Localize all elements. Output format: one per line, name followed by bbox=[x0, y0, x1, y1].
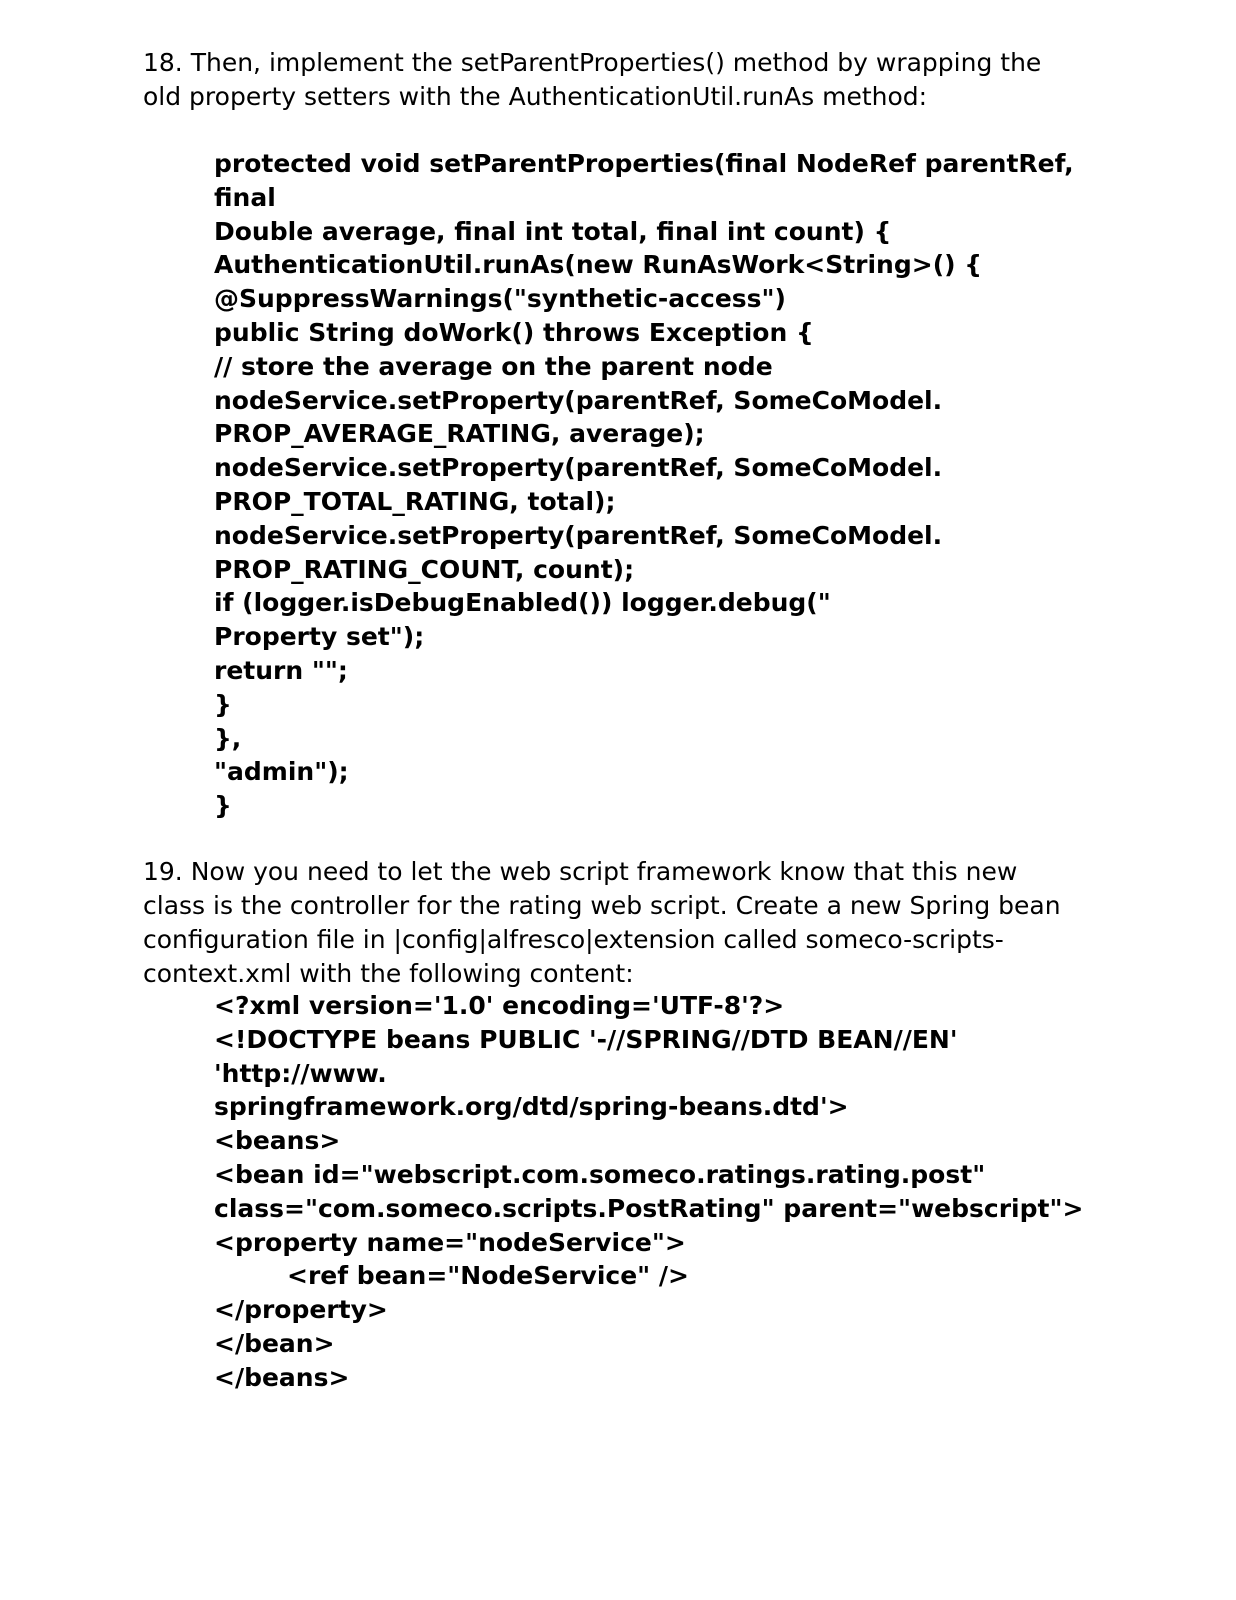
code-line: <?xml version='1.0' encoding='UTF-8'?> bbox=[214, 991, 785, 1020]
code-line: <property name="nodeService"> bbox=[214, 1227, 686, 1257]
code-line: PROP_TOTAL_RATING, total); bbox=[214, 486, 616, 516]
java-code-block bbox=[214, 147, 1214, 823]
code-line: if (logger.isDebugEnabled()) logger.debug(" bbox=[214, 588, 831, 618]
code-line: Property set"); bbox=[214, 622, 425, 652]
code-line: <beans> bbox=[214, 1126, 341, 1156]
code-line: } bbox=[214, 791, 232, 821]
code-line: PROP_AVERAGE_RATING, average); bbox=[214, 419, 705, 449]
code-line: } bbox=[214, 689, 232, 719]
code-line: 'http://www. bbox=[214, 1058, 387, 1088]
code-line: public String doWork() throws Exception { bbox=[214, 317, 814, 347]
code-line: "admin"); bbox=[214, 757, 349, 787]
code-line: nodeService.setProperty(parentRef, SomeCoModel. bbox=[214, 385, 943, 415]
code-line: return ""; bbox=[214, 655, 348, 685]
paragraph-line: 19. Now you need to let the web script framework know that this new bbox=[143, 857, 1018, 886]
code-line: </bean> bbox=[214, 1328, 335, 1358]
code-line: }, bbox=[214, 723, 242, 753]
code-line: AuthenticationUtil.runAs(new RunAsWork<String>() { bbox=[214, 250, 983, 280]
code-line: springframework.org/dtd/spring-beans.dtd'> bbox=[214, 1092, 849, 1122]
paragraph-line: class is the controller for the rating web script. Create a new Spring bean bbox=[143, 891, 1061, 920]
code-line: nodeService.setProperty(parentRef, SomeCoModel. bbox=[214, 453, 943, 483]
code-line: nodeService.setProperty(parentRef, SomeCoModel. bbox=[214, 520, 943, 550]
code-line: <bean id="webscript.com.someco.ratings.rating.post" bbox=[214, 1159, 986, 1189]
paragraph-line: old property setters with the AuthenticationUtil.runAs method: bbox=[143, 82, 928, 111]
paragraph-line: configuration file in |config|alfresco|extension called someco-scripts- bbox=[143, 925, 1004, 954]
code-line: class="com.someco.scripts.PostRating" parent="webscript"> bbox=[214, 1193, 1084, 1223]
code-line: // store the average on the parent node bbox=[214, 351, 773, 381]
code-line: <!DOCTYPE beans PUBLIC '-//SPRING//DTD BEAN//EN' bbox=[214, 1024, 958, 1054]
code-line: protected void setParentProperties(final NodeRef parentRef, bbox=[214, 149, 1074, 178]
step-19-paragraph bbox=[143, 855, 1193, 991]
paragraph-line: 18. Then, implement the setParentProperties() method by wrapping the bbox=[143, 48, 1042, 77]
code-line: </property> bbox=[214, 1295, 388, 1325]
code-line: final bbox=[214, 182, 276, 212]
code-line: </beans> bbox=[214, 1362, 350, 1392]
code-line: Double average, final int total, final int count) { bbox=[214, 216, 892, 246]
paragraph-line: context.xml with the following content: bbox=[143, 959, 634, 988]
xml-code-block bbox=[214, 989, 1214, 1395]
step-18-paragraph bbox=[143, 46, 1193, 114]
code-line: @SuppressWarnings("synthetic-access") bbox=[214, 284, 786, 314]
code-line: PROP_RATING_COUNT, count); bbox=[214, 554, 635, 584]
code-line: <ref bean="NodeService" /> bbox=[287, 1261, 689, 1291]
